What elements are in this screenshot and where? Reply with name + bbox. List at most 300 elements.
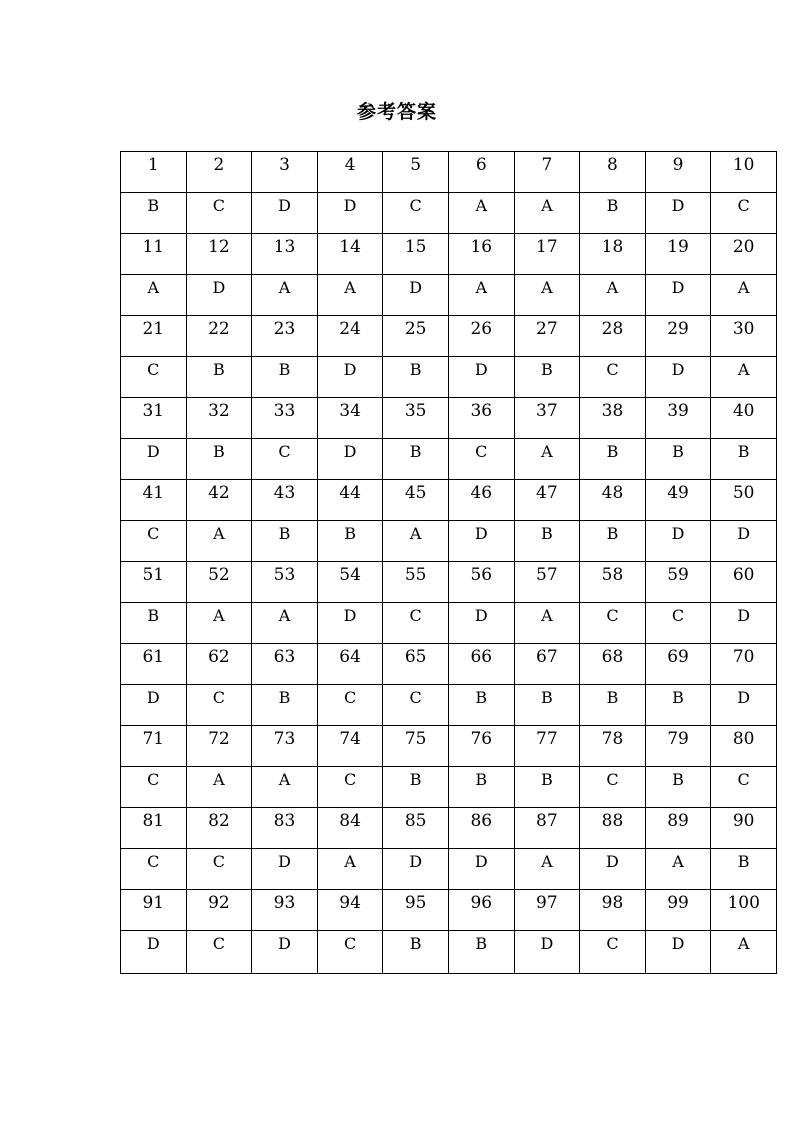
question-number: 87 <box>536 811 558 831</box>
answer-letter: C <box>278 442 291 461</box>
question-number-cell <box>645 562 711 603</box>
question-number-cell <box>252 644 318 685</box>
answer-cell <box>514 439 580 480</box>
answer-letter: B <box>737 852 750 871</box>
question-number-cell <box>252 562 318 603</box>
answer-cell <box>514 685 580 726</box>
answer-cell <box>711 603 777 644</box>
answer-cell <box>252 603 318 644</box>
answer-letter: C <box>147 770 160 789</box>
answer-letter: D <box>212 278 226 297</box>
question-number-cell <box>317 890 383 931</box>
question-number: 90 <box>732 811 755 831</box>
answer-table <box>120 151 777 974</box>
answer-cell <box>448 275 514 316</box>
question-number-cell <box>317 398 383 439</box>
answer-letter: C <box>409 688 422 707</box>
answer-letter: B <box>409 934 422 953</box>
question-number: 36 <box>470 401 493 421</box>
answer-cell <box>383 767 449 808</box>
answer-row <box>121 357 777 398</box>
answer-row <box>121 275 777 316</box>
question-number: 78 <box>601 729 624 749</box>
question-number-cell <box>383 234 449 275</box>
answer-letter: D <box>671 934 685 953</box>
answer-letter: B <box>475 934 488 953</box>
answer-row <box>121 603 777 644</box>
answer-letter: C <box>343 934 357 953</box>
question-number: 40 <box>732 401 755 421</box>
answer-cell <box>121 521 187 562</box>
question-number: 39 <box>667 401 689 421</box>
answer-cell <box>383 521 449 562</box>
answer-letter: B <box>606 442 619 461</box>
answer-cell <box>317 439 383 480</box>
answer-row <box>121 439 777 480</box>
answer-letter: A <box>541 196 553 215</box>
question-number: 53 <box>273 565 296 585</box>
answer-cell <box>383 849 449 890</box>
question-number-cell <box>121 234 187 275</box>
answer-letter: A <box>672 852 684 871</box>
answer-letter: C <box>737 196 750 215</box>
question-number: 76 <box>470 729 493 749</box>
question-number: 75 <box>404 729 427 749</box>
answer-cell <box>186 931 252 974</box>
question-number: 48 <box>601 483 624 503</box>
question-number: 13 <box>273 237 296 257</box>
question-number: 99 <box>667 893 689 913</box>
question-number-cell <box>252 152 318 193</box>
question-number-cell <box>448 480 514 521</box>
answer-cell <box>645 275 711 316</box>
question-number-cell <box>580 890 646 931</box>
question-number: 17 <box>536 237 558 257</box>
question-number-cell <box>514 890 580 931</box>
answer-cell <box>645 767 711 808</box>
answer-cell <box>711 275 777 316</box>
question-number-cell <box>383 562 449 603</box>
question-number: 96 <box>470 893 493 913</box>
question-number: 23 <box>273 319 296 339</box>
question-number-cell <box>514 644 580 685</box>
question-number-cell <box>645 316 711 357</box>
question-number: 35 <box>404 401 427 421</box>
answer-cell <box>448 193 514 234</box>
answer-letter: D <box>474 606 488 625</box>
answer-letter: B <box>540 688 553 707</box>
question-number: 46 <box>470 483 493 503</box>
question-number-cell <box>711 316 777 357</box>
question-number-cell <box>252 890 318 931</box>
answer-cell <box>448 357 514 398</box>
question-number-cell <box>580 398 646 439</box>
question-number: 77 <box>536 729 558 749</box>
answer-letter: D <box>737 688 751 707</box>
answer-cell <box>317 193 383 234</box>
answer-letter: B <box>606 196 619 215</box>
answer-cell <box>252 849 318 890</box>
answer-letter: B <box>278 688 291 707</box>
answer-cell <box>580 357 646 398</box>
answer-letter: D <box>343 360 357 379</box>
answer-cell <box>514 275 580 316</box>
answer-letter: C <box>409 606 422 625</box>
answer-letter: A <box>278 606 291 625</box>
question-number-cell <box>383 398 449 439</box>
question-number-cell <box>711 726 777 767</box>
answer-cell <box>317 849 383 890</box>
question-number: 29 <box>667 319 689 339</box>
answer-letter: B <box>213 442 225 461</box>
question-number-cell <box>186 152 252 193</box>
question-number-cell <box>580 316 646 357</box>
question-number: 7 <box>541 155 553 175</box>
answer-cell <box>711 849 777 890</box>
question-number: 95 <box>404 893 427 913</box>
answer-cell <box>383 275 449 316</box>
answer-letter: A <box>344 852 356 871</box>
question-number: 2 <box>213 155 225 175</box>
answer-letter: D <box>343 606 357 625</box>
answer-letter: B <box>344 524 356 543</box>
question-number-cell <box>317 562 383 603</box>
answer-cell <box>514 603 580 644</box>
question-number-cell <box>711 644 777 685</box>
answer-letter: D <box>278 852 291 871</box>
question-number: 44 <box>339 483 361 503</box>
question-number: 28 <box>601 319 624 339</box>
answer-cell <box>711 931 777 974</box>
answer-cell <box>514 931 580 974</box>
question-number: 30 <box>732 319 755 339</box>
answer-letter: B <box>475 688 488 707</box>
question-number: 56 <box>470 565 493 585</box>
question-number-cell <box>448 808 514 849</box>
answer-letter: B <box>737 442 750 461</box>
question-number-cell <box>383 316 449 357</box>
answer-letter: B <box>409 442 422 461</box>
question-number-cell <box>645 152 711 193</box>
answer-letter: D <box>278 196 291 215</box>
answer-letter: C <box>606 934 619 953</box>
question-number-cell <box>580 808 646 849</box>
question-number-cell <box>186 726 252 767</box>
page-title: 参考答案 <box>356 101 437 123</box>
question-number-cell <box>645 726 711 767</box>
question-number-cell <box>186 480 252 521</box>
answer-cell <box>645 357 711 398</box>
answer-cell <box>252 931 318 974</box>
answer-cell <box>317 685 383 726</box>
answer-letter: D <box>474 524 488 543</box>
answer-letter: A <box>278 770 291 789</box>
answer-cell <box>580 603 646 644</box>
question-number-cell <box>252 398 318 439</box>
answer-letter: D <box>671 524 685 543</box>
answer-cell <box>317 931 383 974</box>
answer-letter: A <box>737 278 750 297</box>
answer-cell <box>645 603 711 644</box>
question-number: 81 <box>142 811 165 831</box>
answer-cell <box>711 193 777 234</box>
question-number-cell <box>580 644 646 685</box>
answer-row <box>121 685 777 726</box>
question-number-cell <box>448 890 514 931</box>
question-number: 54 <box>339 565 361 585</box>
question-number-cell <box>645 890 711 931</box>
answer-letter: D <box>737 606 751 625</box>
answer-letter: A <box>541 606 553 625</box>
answer-cell <box>580 439 646 480</box>
question-number: 68 <box>601 647 624 667</box>
question-number: 64 <box>339 647 361 667</box>
answer-cell <box>186 439 252 480</box>
answer-letter: B <box>147 606 160 625</box>
question-number: 97 <box>536 893 558 913</box>
question-number: 59 <box>667 565 689 585</box>
question-number: 20 <box>732 237 755 257</box>
question-number: 82 <box>208 811 230 831</box>
question-number-cell <box>514 316 580 357</box>
answer-cell <box>252 275 318 316</box>
answer-cell <box>186 685 252 726</box>
answer-cell <box>448 603 514 644</box>
answer-letter: C <box>212 196 226 215</box>
question-number-cell <box>186 234 252 275</box>
question-number-cell <box>317 152 383 193</box>
answer-cell <box>383 931 449 974</box>
answer-cell <box>711 439 777 480</box>
question-number: 32 <box>208 401 230 421</box>
question-number-cell <box>580 562 646 603</box>
answer-letter: D <box>474 852 488 871</box>
question-number-cell <box>317 726 383 767</box>
answer-letter: C <box>737 770 750 789</box>
question-number-cell <box>186 808 252 849</box>
answer-letter: C <box>147 524 160 543</box>
answer-cell <box>645 931 711 974</box>
question-number-cell <box>514 152 580 193</box>
answer-cell <box>186 521 252 562</box>
question-number: 88 <box>601 811 624 831</box>
answer-cell <box>186 275 252 316</box>
question-number-cell <box>383 890 449 931</box>
question-number: 11 <box>142 237 165 257</box>
question-number: 100 <box>727 893 760 913</box>
answer-cell <box>252 357 318 398</box>
question-number: 25 <box>404 319 427 339</box>
answer-cell <box>448 521 514 562</box>
answer-cell <box>383 685 449 726</box>
answer-letter: C <box>343 688 357 707</box>
question-number: 38 <box>601 401 624 421</box>
answer-letter: B <box>606 688 619 707</box>
answer-cell <box>580 685 646 726</box>
answer-row <box>121 849 777 890</box>
answer-letter: B <box>278 360 291 379</box>
question-number: 12 <box>208 237 230 257</box>
question-number-cell <box>448 398 514 439</box>
question-number: 1 <box>147 155 159 175</box>
answer-cell <box>383 357 449 398</box>
answer-cell <box>645 685 711 726</box>
question-number: 5 <box>410 155 422 175</box>
question-number: 70 <box>732 647 755 667</box>
answer-letter: A <box>541 442 553 461</box>
question-number: 63 <box>273 647 296 667</box>
answer-cell <box>711 767 777 808</box>
question-number-cell <box>186 398 252 439</box>
answer-letter: C <box>606 770 619 789</box>
question-number-cell <box>514 398 580 439</box>
question-number: 4 <box>344 155 356 175</box>
question-number: 89 <box>667 811 689 831</box>
question-number: 80 <box>732 729 755 749</box>
answer-letter: C <box>147 852 160 871</box>
answer-cell <box>514 521 580 562</box>
answer-letter: B <box>540 770 553 789</box>
question-number-cell <box>448 562 514 603</box>
question-number-cell <box>317 480 383 521</box>
question-number-cell <box>448 644 514 685</box>
question-number-cell <box>383 152 449 193</box>
answer-letter: D <box>343 442 357 461</box>
answer-cell <box>580 931 646 974</box>
answer-cell <box>580 275 646 316</box>
answer-cell <box>186 193 252 234</box>
answer-letter: C <box>212 934 226 953</box>
question-number-cell <box>580 726 646 767</box>
question-number: 34 <box>339 401 361 421</box>
answer-cell <box>121 193 187 234</box>
answer-cell <box>383 439 449 480</box>
question-number: 33 <box>273 401 296 421</box>
answer-cell <box>448 685 514 726</box>
question-number: 74 <box>339 729 361 749</box>
answer-row <box>121 767 777 808</box>
question-number: 37 <box>536 401 558 421</box>
question-number: 19 <box>667 237 689 257</box>
answer-cell <box>514 849 580 890</box>
answer-letter: D <box>540 934 554 953</box>
answer-cell <box>580 849 646 890</box>
answer-letter: B <box>475 770 488 789</box>
answer-letter: B <box>606 524 619 543</box>
question-number: 52 <box>208 565 230 585</box>
question-number: 91 <box>142 893 165 913</box>
question-number: 27 <box>536 319 558 339</box>
answer-letter: A <box>213 606 225 625</box>
question-number: 24 <box>339 319 361 339</box>
question-number-cell <box>645 644 711 685</box>
answer-row <box>121 521 777 562</box>
answer-letter: B <box>540 524 553 543</box>
answer-letter: B <box>540 360 553 379</box>
question-number-cell <box>186 644 252 685</box>
answer-cell <box>186 603 252 644</box>
question-number: 61 <box>142 647 165 667</box>
answer-cell <box>383 193 449 234</box>
question-number-row <box>121 234 777 275</box>
answer-cell <box>448 439 514 480</box>
question-number: 8 <box>607 155 618 175</box>
answer-cell <box>252 439 318 480</box>
answer-cell <box>580 521 646 562</box>
answer-cell <box>186 357 252 398</box>
answer-cell <box>317 357 383 398</box>
answer-letter: C <box>212 688 226 707</box>
answer-letter: B <box>278 524 291 543</box>
question-number-row <box>121 562 777 603</box>
answer-letter: C <box>147 360 160 379</box>
answer-cell <box>580 767 646 808</box>
answer-cell <box>514 193 580 234</box>
answer-cell <box>121 685 187 726</box>
question-number: 85 <box>404 811 427 831</box>
question-number: 47 <box>536 483 558 503</box>
answer-letter: D <box>278 934 291 953</box>
question-number: 41 <box>142 483 165 503</box>
question-number-row <box>121 480 777 521</box>
answer-cell <box>448 931 514 974</box>
answer-letter: D <box>409 278 423 297</box>
question-number: 31 <box>142 401 165 421</box>
answer-cell <box>711 521 777 562</box>
answer-cell <box>121 767 187 808</box>
question-number-cell <box>580 234 646 275</box>
answer-letter: B <box>409 360 422 379</box>
answer-cell <box>580 193 646 234</box>
question-number: 42 <box>208 483 230 503</box>
question-number-cell <box>711 152 777 193</box>
answer-letter: A <box>278 278 291 297</box>
answer-letter: D <box>146 934 160 953</box>
question-number-cell <box>317 316 383 357</box>
answer-cell <box>121 603 187 644</box>
answer-row <box>121 193 777 234</box>
answer-letter: C <box>671 606 685 625</box>
question-number-cell <box>448 726 514 767</box>
question-number-row <box>121 726 777 767</box>
answer-cell <box>252 685 318 726</box>
question-number: 57 <box>536 565 558 585</box>
answer-letter: B <box>147 196 160 215</box>
question-number-row <box>121 890 777 931</box>
answer-cell <box>645 439 711 480</box>
answer-letter: D <box>474 360 488 379</box>
question-number: 18 <box>601 237 624 257</box>
answer-cell <box>186 849 252 890</box>
answer-cell <box>448 767 514 808</box>
answer-cell <box>645 521 711 562</box>
answer-letter: D <box>409 852 423 871</box>
question-number: 26 <box>470 319 493 339</box>
question-number-row <box>121 398 777 439</box>
question-number-row <box>121 808 777 849</box>
question-number: 15 <box>404 237 427 257</box>
question-number-cell <box>383 726 449 767</box>
question-number-row <box>121 644 777 685</box>
question-number-cell <box>252 480 318 521</box>
question-number-cell <box>645 808 711 849</box>
answer-cell <box>121 357 187 398</box>
question-number-cell <box>317 644 383 685</box>
answer-letter: A <box>475 196 488 215</box>
question-number-cell <box>121 480 187 521</box>
question-number-cell <box>448 234 514 275</box>
answer-letter: D <box>606 852 619 871</box>
